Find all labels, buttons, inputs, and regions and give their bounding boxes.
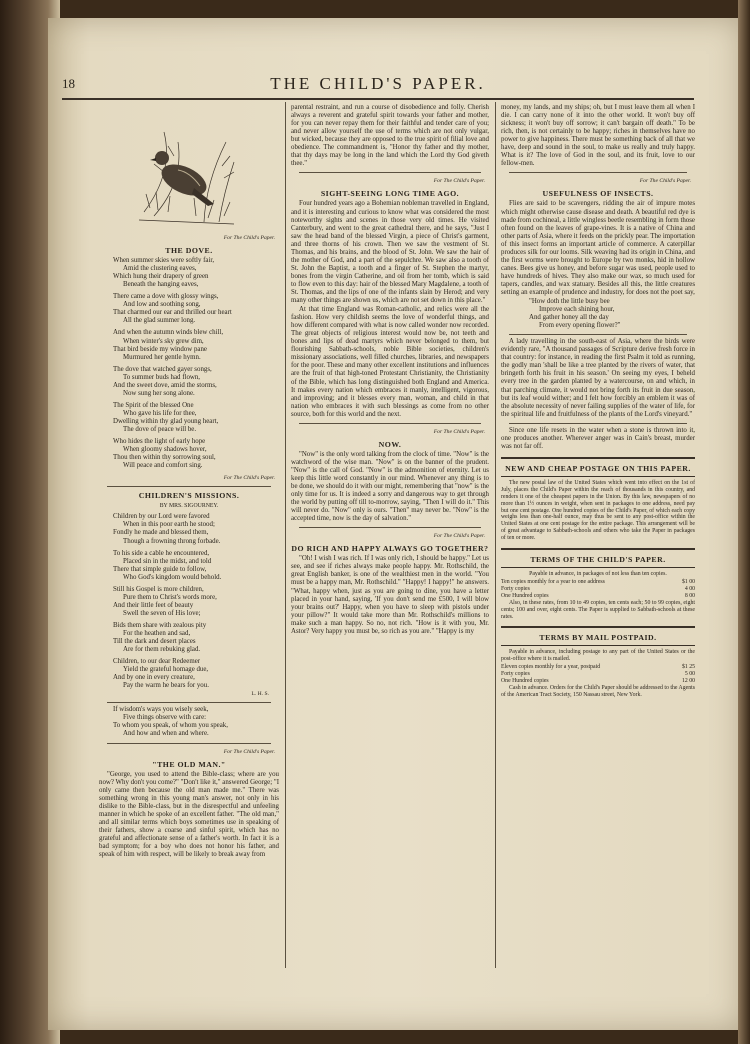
terms-row-label: Forty copies: [501, 585, 530, 592]
divider: [509, 423, 687, 424]
poem-line: Who hides the light of early hope: [113, 438, 206, 446]
poem-line: The dove of peace will be.: [123, 425, 197, 433]
poem-line: Pay the warm he bears for you.: [123, 682, 209, 690]
poem-line: When in this poor earth he stood;: [123, 521, 215, 529]
column-3: [501, 104, 695, 970]
poem-line: Till the dark and desert places: [113, 638, 196, 646]
oldman-credit: For The Child's Paper.: [223, 748, 275, 755]
sight-paragraph-1: Four hundred years ago a Bohemian nobleman travelled in England, and it is interesting and curious to know what was considered the most noteworthy sights and scenes in those very old times. He visited Canterbury, and went to the great cathedral there, and he says, "Just I saw the head band of the blessed Virgin, a piece of Christ's garment, and three thorns of his crown. Then we saw the vestment of St. Thomas, and his brains, and the blood of St. John. We saw the hair of the mother of God, and a part of the sepulchre. We saw also a tooth of St. John the Baptist, a tooth and a finger of St. Stephen the martyr, bones from the virgin Catherine, and oil from her tomb, which is said to flow even to this day: hair of the blessed Mary Magdalene, a tooth of St. Thomas, and the lips of one of the infants slain by Herod; and very many other things are shown us, which are not set down in this place.": [291, 200, 489, 305]
wisdom-verse: [99, 706, 279, 738]
dove-poem: [99, 257, 279, 470]
sight-title: SIGHT-SEEING LONG TIME AGO.: [320, 189, 460, 199]
oldman-text: "George, you used to attend the Bible-class; where are you now? Why don't you come?" "Don't like it," answered George; "I only came then because the old man made me." There was something wrong in this young man's answer, not only in his dislike to the Bible-class, but in the disrespectful and unfeeling manner in which he spoke of an excellent father. "The old man," and all similar terms which boys sometimes use in speaking of their fathers, show a coarse and sinful spirit, which has no grateful and affectionate sense of a father's worth. In fact it is a bad symptom; for a boy who does not honor his father, and speak of him with respect, will be likely to break away from: [99, 770, 279, 859]
poem-line: Children by our Lord were favored: [113, 513, 210, 521]
postage-text: The new postal law of the United States which went into effect on the 1st of July, places the Child's Paper within the reach of thousands in this country, and renders it one of the cheapest papers in the Union. By this law, newspapers of no more than 1½ ounces in weight, when sent in packages to one address, need pay but one cent postage. One hundred copies of the Child's Paper, of which each copy weighs less than one-half ounce, may thus be sent to any post-office within the United States at one cent postage for the entire package. This arrangement will be of great advantage to Sabbath-schools and others who take the Paper in packages of ten or more.: [501, 479, 695, 542]
sight-credit: For The Child's Paper.: [433, 178, 485, 185]
poem-line: When winter's sky grew dim,: [123, 337, 204, 345]
missions-signature: L. H. S.: [251, 691, 269, 698]
terms-row: [501, 579, 695, 586]
divider: [107, 486, 271, 487]
terms-row: [501, 593, 695, 600]
poem-line: Who God's kingdom would behold.: [123, 573, 222, 581]
poem-line: And their little feet of beauty: [113, 601, 194, 609]
postpaid-box: [501, 626, 695, 646]
terms-row-price: $1 00: [681, 578, 695, 585]
rich-text: "Oh! I wish I was rich. If I was only rich, I should be happy." Let us see, and see if riches always make people happy. Mr. Rothschild, the great English banker, is one of the wealthiest men in the world. "You must be a happy man, Mr. Rothschild." "Happy! I happy!" he answers. "What, happy when, just as you are going to dine, you have a letter placed in your hand, saying, 'If you don't send me £500, I will blow your brains out?' Happy, when you have to sleep with pistols under your pillow?" It would take more than Mr. Rothschild's millions to make such a man happy. So no, not rich. "How is it with you, Mr. Astor? Very happy you must be, so rich as you are." "Happy is my: [291, 555, 489, 635]
poem-line: Still his Gospel is more children,: [113, 585, 204, 593]
rich-continuation: money, my lands, and my ships; oh, but I must leave them all when I die. I can carry none of it into the other world. It won't buy off sickness; it won't buy off sorrow; it can't bargain off death." To be rich, then, is not certainly to be happy; riches in themselves have no power to give happiness. There must be something back of all that we have, deep and sound in the soul, to make us really and truly happy. What is it? The love of God in the soul, and its fruit, love to our fellow-men.: [501, 104, 695, 168]
terms-row-price: 8 00: [684, 592, 695, 599]
poem-line: And when the autumn winds blew chill,: [113, 329, 224, 337]
terms-row-price: 5 00: [684, 671, 695, 678]
poem-line: From every opening flower?": [539, 322, 621, 330]
insects-paragraph: Flies are said to be scavengers, ridding the air of impure motes which might otherwise cause disease and death. A beautiful red dye is made from cochineal, a little wingless beetle resembling in form those often found on the leaves of grape-vines. It is a native of China and other parts of Asia, where it feeds on the prickly pear. The importation of this insect forms an important article of commerce. A caterpillar produces silk for our looms. Silk weaving had its origin in China, and the first worms were brought to Europe by two monks, hid in hollow canes. Bees give us honey, and before sugar was used, people used to have hundreds of hives. They also make our wax, so much used for tapers, candles, and wax statuary. Besides all this, the little creatures setting an example of prudence and industry, for does not the poet say,: [501, 200, 695, 296]
postpaid-intro: Payable in advance, including postage to any part of the United States or the post-office where it is mailed.: [501, 649, 695, 663]
terms-row: [501, 586, 695, 593]
poem-line: The Spirit of the blessed One: [113, 401, 194, 409]
divider: [299, 423, 481, 424]
postage-box: [501, 457, 695, 477]
insects-credit: For The Child's Paper.: [639, 178, 691, 185]
missions-byline: BY MRS. SIGOURNEY.: [159, 503, 219, 510]
now-text: "Now" is the only word talking from the clock of time. "Now" is the watchword of the wise man. "Now" is on the banner of the prudent. "Now" is the call of God. "Now" is the admonition of eternity. Let us keep this little word constantly in our mind. Whenever any thing is to be done, we should do it with our might, remembering that "now" is the only time for us. It is indeed a sorry and dangerous way to get through the world by putting off till to-morrow, saying, "Then I will do it." This will never do. "Now" only is ours. "Then" may never be. "Now" is the accepted time, now is the day of salvation.": [291, 450, 489, 523]
divider: [107, 702, 271, 703]
dove-title: THE DOVE.: [165, 246, 213, 256]
terms-table: [501, 579, 695, 600]
postpaid-note: Cash in advance. Orders for the Child's Paper should be addressed to the Agents of the American Tract Society, 150 Nassau street, New York.: [501, 685, 695, 698]
paper-title: THE CHILD'S PAPER.: [270, 74, 486, 93]
column-1: [99, 104, 279, 970]
poem-line: Bids them share with zealous pity: [113, 621, 207, 629]
poem-line: Will peace and comfort sing.: [123, 462, 203, 470]
poem-line: Are for them rebuking glad.: [123, 646, 201, 654]
oldman-continuation: parental restraint, and run a course of disobedience and folly. Cherish always a reverent and grateful spirit towards your father and mother, for you can never repay them for their faithful and tender care of you; and never allow yourself the use of terms which are not only vulgar, but wicked, because they are opposed to the true spirit of filial love and obedience. The commandment is, "Honor thy father and thy mother, that thy days may be long in the land which the Lord thy God giveth thee.": [291, 104, 489, 168]
poem-line: To whom you speak, of whom you speak,: [113, 722, 228, 730]
terms-row-label: Forty copies: [501, 671, 530, 678]
poem-line: And by one in every creature,: [113, 674, 195, 682]
column-rule-1: [285, 102, 286, 968]
poem-line: And the sweet dove, amid the storms,: [113, 381, 217, 389]
divider: [299, 527, 481, 528]
bee-verse: [501, 298, 695, 330]
page-right-edge: [738, 0, 750, 1044]
poem-line: Children, to our dear Redeemer: [113, 658, 201, 666]
poem-line: Swell the seven of His love;: [123, 609, 201, 617]
poem-line: That bird beside my window pane: [113, 345, 207, 353]
missions-credit: For The Child's Paper.: [223, 475, 275, 482]
missions-title: CHILDREN'S MISSIONS.: [138, 491, 240, 501]
poem-line: Yield the grateful homage due,: [123, 666, 209, 674]
poem-line: Placed sin in the midst, and told: [123, 557, 212, 565]
poem-line: That charmed our ear and thrilled our heart: [113, 309, 232, 317]
poem-line: Which hung their drapery of green: [113, 273, 209, 281]
poem-line: There came a dove with glossy wings,: [113, 293, 219, 301]
illustration-credit: For The Child's Paper.: [223, 235, 275, 241]
terms-row-label: Ten copies monthly for a year to one address: [501, 578, 605, 585]
psalm-paragraph: A lady travelling in the south-east of Asia, where the birds were evidently rare, "A thousand passages of Scripture derive fresh force in that country: for instance, in reading the first Psalm it told as running, the godly man 'shall be like a tree planted by the rivers of water, that bringeth forth his fruit in his season.' On seeing my eyes, I beheld every tree in the garden planted by a watercourse, on and which, in that parching climate, it would not bring forth its fruit in due season, but its leaf would wither; and I felt how forcibly an emblem it was of the absolute necessity of never failing supplies of the water of life, for the spiritual life and fruitfulness of the plants of the Lord's vineyard.": [501, 338, 695, 418]
terms-row: [501, 671, 695, 678]
terms-row: [501, 664, 695, 671]
poem-line: When summer skies were softly fair,: [113, 257, 215, 265]
poem-line: There that simple guide to follow,: [113, 565, 207, 573]
poem-line: Dwelling within thy glad young heart,: [113, 417, 219, 425]
sight-paragraph-2: At that time England was Roman-catholic, and relics were all the fashion. How very childish seems the love of wonderful things, and how different compared with what is now called wonder now recorded. The great objects of religious interest would now be, not teeth and bones and lips of dead martyrs which never belonged to them, but flourishing Sabbath-schools, noble Bible societies, children's missionary associations, well filled churches, libraries, and newspapers for the poor. These and many other excellent institutions and influences are the fruit of that high-toned Protestant Christianity, the Christianity of the Bible, which has long distinguished both England and America. It makes every nation which embraces it manly, intelligent, vigorous, and improving; and it blesses every man, woman, and child in that nation who embraces it with such blessings as come from no other source, both for this world and the next.: [291, 306, 489, 418]
poem-line: Five things observe with care:: [123, 714, 207, 722]
poem-line: Thou then within thy sorrowing soul,: [113, 454, 216, 462]
poem-line: When gloomy shadows hover,: [123, 446, 207, 454]
poem-line: And gather honey all the day: [529, 314, 609, 322]
terms-title: TERMS OF THE CHILD'S PAPER.: [530, 555, 666, 565]
insects-title: USEFULNESS OF INSECTS.: [542, 189, 654, 199]
poem-line: And low and soothing song,: [123, 301, 201, 309]
terms-row-price: 4 00: [684, 585, 695, 592]
terms-row-label: One Hundred copies: [501, 592, 549, 599]
poem-line: Though a frowning throng forbade.: [123, 537, 221, 545]
oldman-title: "THE OLD MAN.": [152, 759, 226, 769]
terms-box: [501, 548, 695, 568]
poem-line: Now sung her song alone.: [123, 389, 195, 397]
poem-line: Beneath the hanging eaves,: [123, 281, 199, 289]
poem-line: Who gave his life for thee,: [123, 409, 197, 417]
poem-line: Pure them to Christ's words more,: [123, 593, 217, 601]
rich-credit: For The Child's Paper.: [433, 533, 485, 540]
poem-line: And how and when and where.: [123, 730, 209, 738]
terms-row-label: One Hundred copies: [501, 678, 549, 685]
page-header: [62, 72, 694, 100]
terms-row-price: 12 00: [681, 678, 695, 685]
divider: [107, 743, 271, 744]
postpaid-title: TERMS BY MAIL POSTPAID.: [539, 633, 657, 643]
poem-line: Improve each shining hour,: [539, 306, 615, 314]
terms-row-label: Eleven copies monthly for a year, postpaid: [501, 664, 601, 671]
terms-note: Also, in these rates, from 10 to 49 copies, ten cents each; 50 to 99 copies, eight cents; 100 and over, eight cents. The Paper is supplied to Sabbath-schools at these rates.: [501, 599, 695, 620]
missions-poem: [99, 513, 279, 690]
column-rule-2: [495, 102, 496, 968]
page-number: 18: [62, 76, 75, 91]
column-2: [291, 104, 489, 970]
poem-line: If wisdom's ways you wisely seek,: [113, 706, 209, 714]
postage-title: NEW AND CHEAP POSTAGE ON THIS PAPER.: [505, 463, 691, 473]
poem-line: The dove that watched gayer songs,: [113, 365, 212, 373]
poem-line: Amid the clustering eaves,: [123, 265, 197, 273]
poem-line: For the heathen and sad,: [123, 629, 191, 637]
divider: [509, 334, 687, 335]
divider: [299, 172, 481, 173]
dove-illustration: [134, 112, 244, 230]
postpaid-table: [501, 664, 695, 685]
poem-line: "How doth the little busy bee: [529, 298, 610, 306]
poem-line: All the glad summer long.: [123, 317, 196, 325]
divider: [509, 172, 687, 173]
poem-line: To his side a cable he encountered,: [113, 549, 210, 557]
terms-intro: Payable in advance, in packages of not less than ten copies.: [529, 571, 667, 578]
terms-row: [501, 678, 695, 685]
poem-line: Fondly he made and blessed them,: [113, 529, 209, 537]
terms-row-price: $1 25: [681, 664, 695, 671]
rich-title: DO RICH AND HAPPY ALWAYS GO TOGETHER?: [291, 544, 489, 554]
wave-paragraph: Since one life resets in the water when a stone is thrown into it, one produces another. Wherever anger was in Cain's breast, murder was not far off.: [501, 426, 695, 450]
poem-line: To summer buds had flown,: [123, 373, 201, 381]
now-title: NOW.: [378, 439, 402, 449]
poem-line: Murmured her gentle hymn.: [123, 353, 201, 361]
now-credit: For The Child's Paper.: [433, 428, 485, 435]
